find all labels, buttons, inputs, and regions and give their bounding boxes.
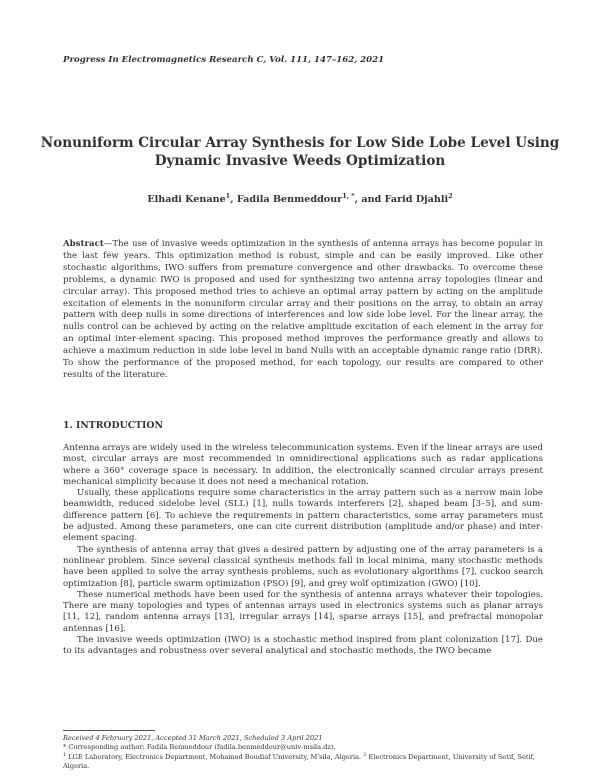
paragraph: These numerical methods have been used for the synthesis of antenna arrays whatever their topologies. There are many topologies and types of antennas arrays used in electronics systems such as planar arrays [11, 12], random antenna arrays [13], irregular arrays [14], sparse arrays [15], and prefractal monopolar antennas [16]. [63,589,543,634]
footnotes [63,734,545,770]
affiliation-2-mark: 2 [363,752,367,758]
journal-header: Progress In Electromagnetics Research C, Vol. 111, 147–162, 2021 [63,55,385,65]
paragraph: Antenna arrays are widely used in the wireless telecommunication systems. Even if the linear arrays are used most, circular arrays are most recommended in omnidirectional applications such as radar applications where a 360° coverage space is necessary. In addition, the electronically scanned circular arrays present mechanical simplicity because it does not need a mechanical rotation. [63,443,543,487]
affiliation-1: LGE Laboratory, Electronics Department, Mohamed Boudiaf University, M'sila, Algeria. [66,753,362,762]
abstract-label: Abstract [63,239,104,249]
introduction-body [63,443,543,658]
affiliation-2: Electronics Department, University of Setif, Setif, Algeria. [63,753,535,770]
paragraph: The invasive weeds optimization (IWO) is a stochastic method inspired from plant colonization [17]. Due to its advantages and robustness over several analytical and stochastic methods, the IWO became [63,635,543,657]
author-2: Fadila Benmeddour [236,194,343,206]
paragraph: The synthesis of antenna array that gives a desired pattern by adjusting one of the array parameters is a nonlinear problem. Since several classical synthesis methods fall in local minima, many stochastic methods have been applied to solve the array synthesis problems, such as evolutionary algorithms [7], cuckoo search optimization [8], particle swarm optimization (PSO) [9], and grey wolf optimization (GWO) [10]. [63,544,543,589]
abstract-text: —The use of invasive weeds optimization in the synthesis of antenna arrays has become popular in the last few years. This optimization method is robust, simple and can be easily improved. Like other stochastic algorithms, IWO suffers from premature convergence and other drawbacks. To overcome these problems, a dynamic IWO is proposed and used for synthesizing two antenna array topologies (linear and circular array). This proposed method tries to achieve an optimal array pattern by acting on the amplitude excitation of elements in the nonuniform circular array and their positions on the array, to obtain an array pattern with deep nulls in some directions of interferences and low side lobe level. For the linear array, the nulls control can be achieved by acting on the relative amplitude excitation of each element in the array for an optimal inter-element spacing. This proposed method improves the performance greatly and allows to achieve a maximum reduction in side lobe level in band Nulls with an acceptable dynamic range ratio (DRR). To show the performance of the proposed method, for each topology, our results are compared to other results of the literature. [63,239,543,380]
author-1-affiliation: 1 [225,192,231,200]
title-line-1: Nonuniform Circular Array Synthesis for Low Side Lobe Level Using [40,135,560,151]
author-separator: , [230,194,237,206]
title-line-2: Dynamic Invasive Weeds Optimization [154,153,446,169]
received-dates: Received 4 February 2021, Accepted 31 March 2021, Scheduled 3 April 2021 [63,734,323,742]
paper-title [40,134,560,170]
footnote-rule [63,730,155,731]
author-separator: , and [354,194,385,206]
author-3: Farid Djahli [384,194,449,206]
affiliations [63,751,545,770]
author-list [40,192,560,205]
author-1: Elhadi Kenane [147,194,226,206]
paragraph: Usually, these applications require some characteristics in the array pattern such as a narrow main lobe beamwidth, reduced sidelobe level (SLL) [1], nulls towards interferers [2], shaped beam [3–5], and sum-difference pattern [6]. To achieve the requirements in pattern characteristics, some array parameters must be adjusted. Among these parameters, one can cite current distribution (amplitude and/or phase) and inter-element spacing. [63,488,543,544]
section-heading: 1. INTRODUCTION [63,420,163,431]
author-3-affiliation: 2 [448,192,453,200]
abstract [63,239,543,382]
corresponding-author: * Corresponding author: Fadila Benmeddour (fadila.benmeddour@univ-msila.dz). [63,742,336,751]
affiliation-1-mark: 1 [63,752,67,758]
author-2-affiliation: 1, * [342,192,355,200]
